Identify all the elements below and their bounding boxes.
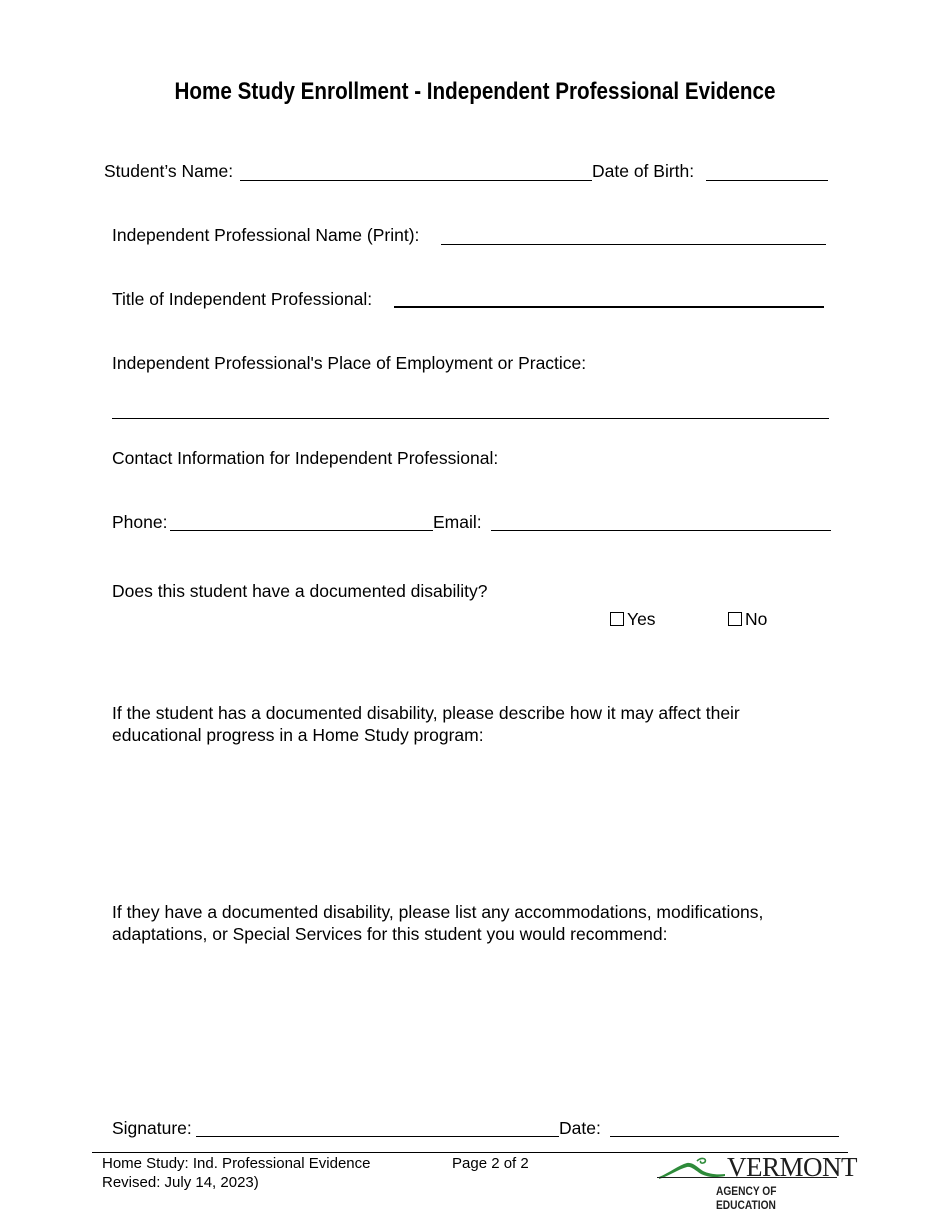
ip-title-field[interactable] [394, 306, 824, 308]
phone-field[interactable] [170, 530, 433, 531]
date-field[interactable] [610, 1136, 839, 1137]
student-name-label: Student’s Name: [104, 161, 234, 181]
vermont-aoe-logo [657, 1152, 857, 1212]
email-label: Email: [433, 512, 482, 532]
phone-label: Phone: [112, 512, 168, 532]
no-option[interactable] [728, 609, 767, 629]
logo-wordmark: VERMONT [727, 1152, 857, 1182]
footer-doc-name: Home Study: Ind. Professional Evidence [102, 1155, 371, 1172]
yes-option[interactable] [610, 609, 656, 629]
contact-label: Contact Information for Independent Professional: [112, 448, 499, 468]
logo-subtitle: AGENCY OF EDUCATION [716, 1184, 777, 1212]
accommodations-prompt: If they have a documented disability, please list any accommodations, modifications, adaptations, or Special Services for this student you would recommend: [112, 902, 764, 944]
dob-label: Date of Birth: [592, 161, 695, 181]
ip-employment-label: Independent Professional's Place of Employment or Practice: [112, 353, 587, 373]
footer-revised: Revised: July 14, 2023) [102, 1174, 259, 1191]
footer-page-number: Page 2 of 2 [452, 1155, 529, 1172]
dob-field[interactable] [706, 180, 828, 181]
accommodations-response-area[interactable] [112, 950, 829, 1100]
date-label: Date: [559, 1118, 601, 1138]
yes-label: Yes [627, 609, 656, 629]
disability-question: Does this student have a documented disability? [112, 581, 488, 601]
signature-field[interactable] [196, 1136, 559, 1137]
no-label: No [745, 609, 768, 629]
student-name-field[interactable] [240, 180, 592, 181]
ip-name-label: Independent Professional Name (Print): [112, 225, 420, 245]
signature-label: Signature: [112, 1118, 192, 1138]
yes-checkbox[interactable] [610, 612, 624, 626]
email-field[interactable] [491, 530, 831, 531]
mountain-icon [657, 1155, 727, 1185]
ip-employment-field[interactable] [112, 418, 829, 419]
ip-name-field[interactable] [441, 244, 826, 245]
describe-prompt: If the student has a documented disability, please describe how it may affect their educational progress in a Home Study program: [112, 703, 740, 745]
ip-title-label: Title of Independent Professional: [112, 289, 373, 309]
no-checkbox[interactable] [728, 612, 742, 626]
describe-response-area[interactable] [112, 750, 829, 890]
page-title: Home Study Enrollment - Independent Professional Evidence [174, 78, 776, 105]
